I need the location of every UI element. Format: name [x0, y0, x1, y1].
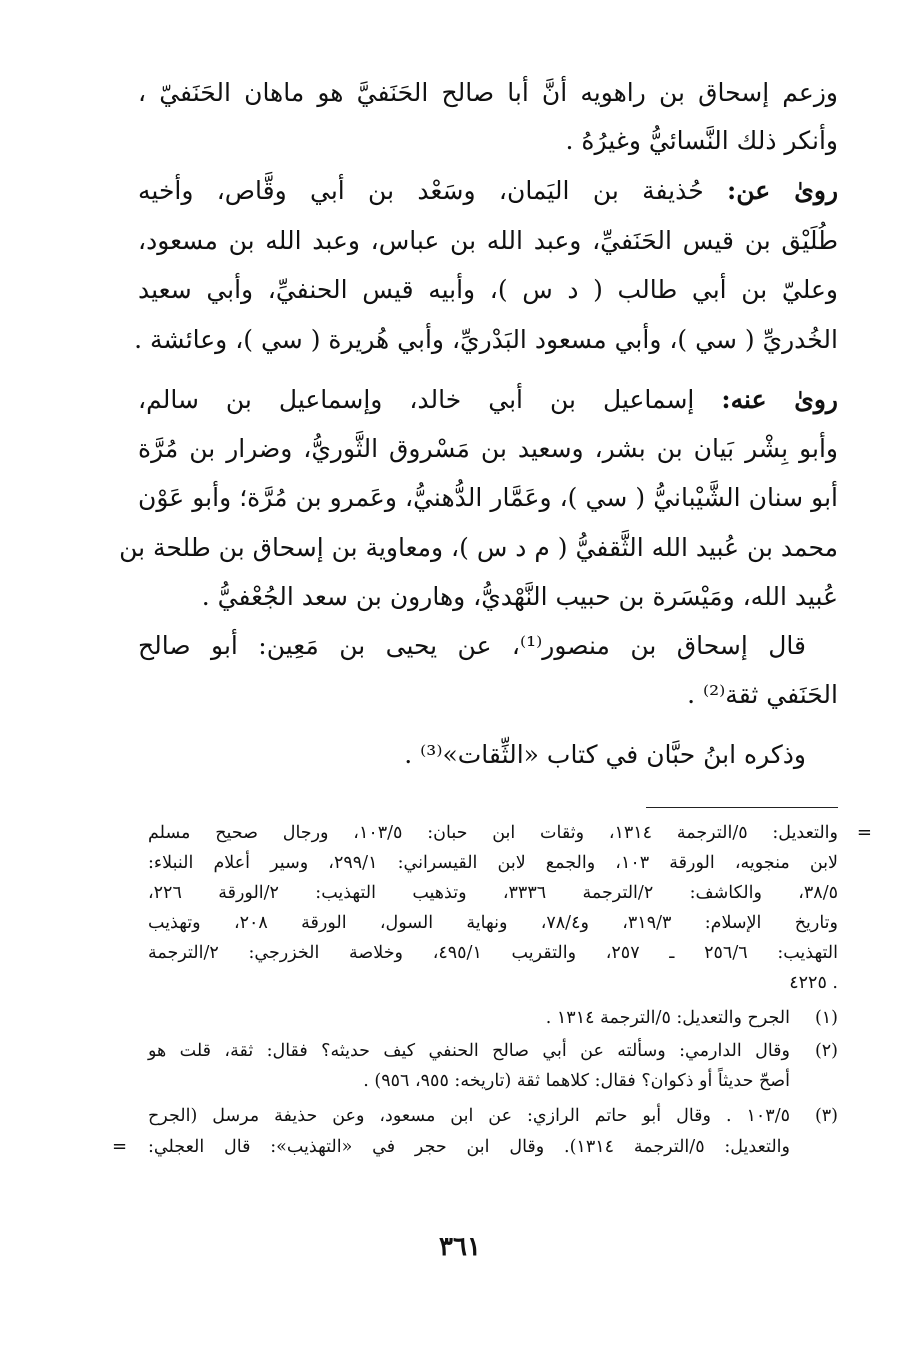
footnote-line: التهذيب: ٢٥٦/٦ ـ ٢٥٧، والتقريب ٤٩٥/١، وخلاصة الخزرجي: ٢/الترجمة [148, 943, 838, 963]
main-text-line: وأبو بِشْر بَيان بن بشر، وسعيد بن مَسْروق الثَّوريُّ، وضرار بن مُرَّة [138, 434, 838, 463]
footnote-line: وتاريخ الإسلام: ٣١٩/٣، و٧٨/٤، ونهاية السول، الورقة ٢٠٨، وتهذيب [148, 913, 839, 933]
footnote-line: وقال الدارمي: وسألته عن أبي صالح الحنفي كيف حديثه؟ فقال: ثقة، قلت هو [148, 1041, 790, 1061]
footnote-line: الجرح والتعديل: ٥/الترجمة ١٣١٤ . [545, 1008, 790, 1028]
footnote-separator [646, 807, 838, 808]
section-heading-narrators: روىٰ عنه: [721, 385, 839, 414]
footnote-line: والتعديل: ٥/الترجمة ١٣١٤). وقال ابن حجر في «التهذيب»: قال العجلي: [148, 1137, 790, 1157]
main-text-line: محمد بن عُبيد الله الثَّقفيُّ ( م د س )، ومعاوية بن إسحاق بن طلحة بن [119, 533, 838, 562]
footnote-line: والتعديل: ٥/الترجمة ١٣١٤، وثقات ابن حبان: ١٠٣/٥، ورجال صحيح مسلم [148, 823, 838, 843]
continuation-mark: = [112, 1136, 128, 1157]
main-text-line: أبو سنان الشَّيْبانيُّ ( سي )، وعَمَّار الدُّهنيُّ، وعَمرو بن مُرَّة؛ وأبو عَوْن [138, 483, 838, 512]
main-text-line: روىٰ عن: حُذيفة بن اليَمان، وسَعْد بن أبي وقَّاص، وأخيه [138, 176, 839, 205]
main-text-line: قال إسحاق بن منصور⁽¹⁾، عن يحيى بن مَعِين: أبو صالح [138, 631, 806, 660]
footnote-number: (٣) [814, 1106, 838, 1126]
footnote-number: (٢) [814, 1041, 838, 1061]
footnote-line: أصحّ حديثاً أو ذكوان؟ فقال: كلاهما ثقة (تاريخه: ٩٥٥، ٩٥٦) . [363, 1071, 790, 1091]
page-number: ٣٦١ [439, 1232, 481, 1262]
footnote-line: ٤٢٢٥ . [789, 973, 838, 993]
footnote-line: ٣٨/٥، والكاشف: ٢/الترجمة ٣٣٣٦، وتذهيب التهذيب: ٢/الورقة ٢٢٦، [148, 883, 838, 903]
section-heading-narrated-from: روىٰ عن: [727, 176, 839, 205]
main-text-line: وزعم إسحاق بن راهويه أنَّ أبا صالح الحَنَفيَّ هو ماهان الحَنَفيّ ، [138, 78, 838, 107]
main-text-line: طُلَيْق بن قيس الحَنَفيِّ، وعبد الله بن عباس، وعبد الله بن مسعود، [138, 226, 838, 255]
footnote-line: لابن منجويه، الورقة ١٠٣، والجمع لابن القيسراني: ٢٩٩/١، وسير أعلام النبلاء: [148, 853, 839, 873]
main-text-line: عُبيد الله، ومَيْسَرة بن حبيب النَّهْديُّ، وهارون بن سعد الجُعْفيُّ . [201, 582, 838, 611]
continuation-mark: = [856, 822, 872, 843]
main-text-line: الحَنَفي ثقة⁽²⁾ . [687, 680, 838, 709]
footnote-line: ١٠٣/٥ . وقال أبو حاتم الرازي: عن ابن مسعود، وعن حذيفة مرسل (الجرح [148, 1106, 790, 1126]
main-text-line: وعليّ بن أبي طالب ( د س )، وأبيه قيس الحنفيِّ، وأبي سعيد [138, 275, 838, 304]
main-text-line: وأنكر ذلك النَّسائيُّ وغيرُهُ . [565, 126, 838, 155]
main-text-line: روىٰ عنه: إسماعيل بن أبي خالد، وإسماعيل بن سالم، [138, 385, 839, 414]
main-text-line: الخُدريِّ ( سي )، وأبي مسعود البَدْريِّ، وأبي هُريرة ( سي )، وعائشة . [134, 325, 838, 354]
main-text-line: وذكره ابنُ حبَّان في كتاب «الثِّقات»⁽³⁾ . [404, 740, 806, 769]
footnote-number: (١) [814, 1008, 838, 1028]
